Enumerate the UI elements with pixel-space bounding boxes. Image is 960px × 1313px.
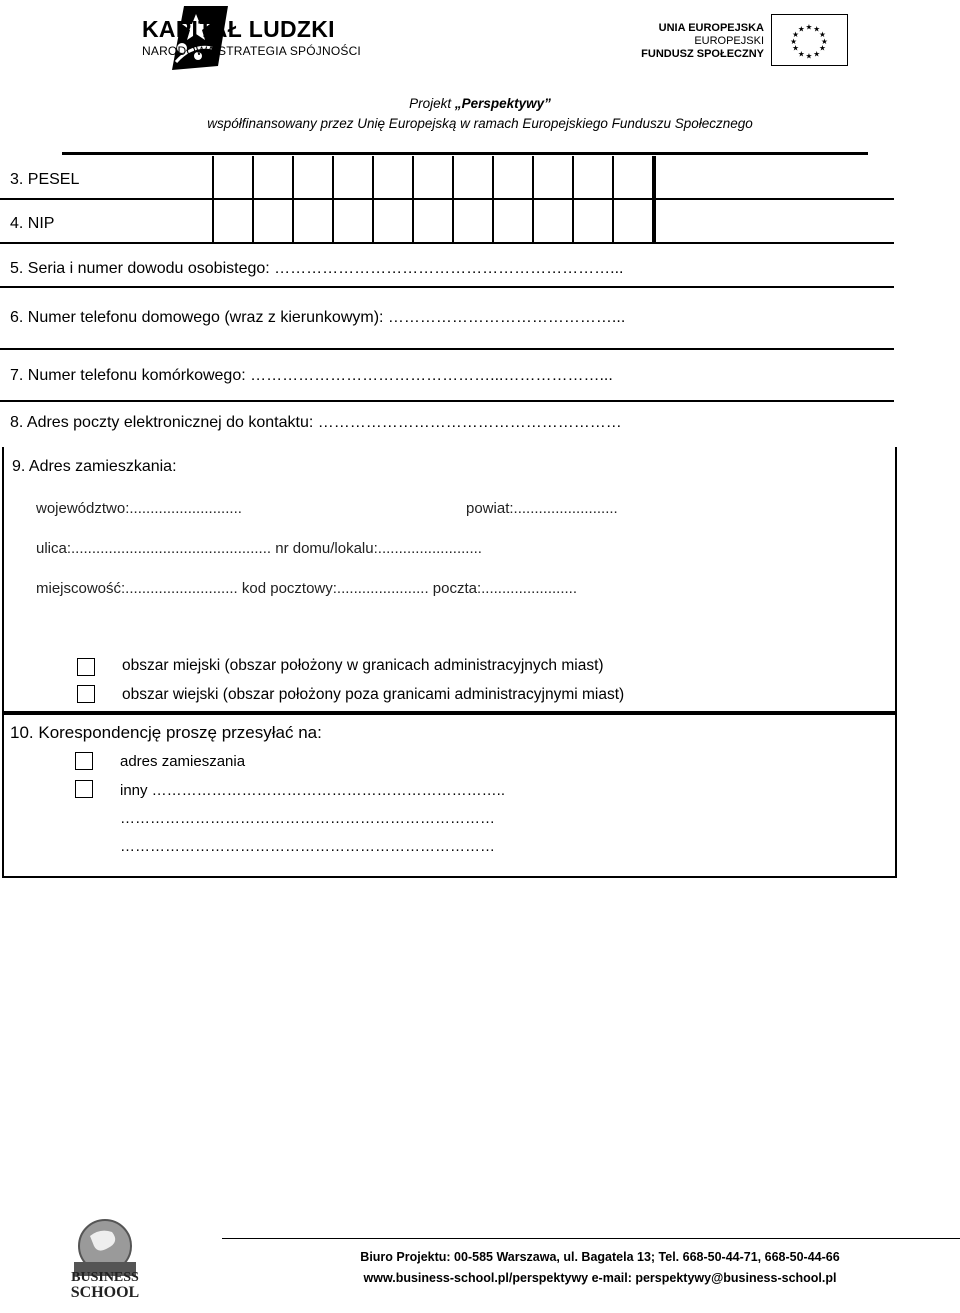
county-field[interactable]: powiat:......................... bbox=[466, 500, 618, 517]
nip-digit-cell[interactable] bbox=[492, 200, 532, 242]
id-label[interactable]: 5. Seria i numer dowodu osobistego: ………………………………………………………... bbox=[10, 260, 624, 277]
rural-checkbox[interactable] bbox=[77, 685, 95, 703]
svg-text:★: ★ bbox=[819, 30, 826, 40]
phone-row bbox=[0, 288, 894, 350]
project-title bbox=[0, 96, 960, 111]
pesel-digit-cell[interactable] bbox=[572, 156, 612, 198]
nip-digit-cell[interactable] bbox=[572, 200, 612, 242]
other-address-line3[interactable]: ………………………………………………………………… bbox=[120, 838, 495, 855]
pesel-digit-cell[interactable] bbox=[412, 156, 452, 198]
business-school-logo-text bbox=[66, 1270, 144, 1300]
home-address-checkbox[interactable] bbox=[75, 752, 93, 770]
mobile-label[interactable]: 7. Numer telefonu komórkowego: ………………………………………...………………... bbox=[10, 367, 613, 384]
svg-text:★: ★ bbox=[797, 24, 805, 34]
svg-text:★: ★ bbox=[813, 49, 821, 59]
kapital-ludzki-title: KAPITAŁ LUDZKI bbox=[142, 16, 335, 42]
svg-text:★: ★ bbox=[792, 43, 800, 53]
correspondence-title: 10. Korespondencję proszę przesyłać na: bbox=[10, 723, 322, 742]
pesel-digit-cell[interactable] bbox=[212, 156, 252, 198]
pesel-label: 3. PESEL bbox=[10, 171, 80, 188]
correspondence-section bbox=[2, 713, 897, 878]
project-name: „Perspektywy” bbox=[454, 96, 551, 111]
pesel-digit-cell[interactable] bbox=[332, 156, 372, 198]
voivodeship-field[interactable]: województwo:........................... bbox=[36, 500, 242, 517]
nip-digit-cell[interactable] bbox=[412, 200, 452, 242]
pesel-digit-cell[interactable] bbox=[372, 156, 412, 198]
urban-checkbox[interactable] bbox=[77, 658, 95, 676]
pesel-digit-cell[interactable] bbox=[612, 156, 652, 198]
eu-label bbox=[640, 22, 764, 61]
nip-label: 4. NIP bbox=[10, 215, 55, 232]
email-row bbox=[0, 402, 894, 447]
svg-text:★: ★ bbox=[819, 43, 826, 53]
pesel-digit-cell[interactable] bbox=[532, 156, 572, 198]
pesel-digit-cell[interactable] bbox=[252, 156, 292, 198]
cofinance-note: współfinansowany przez Unię Europejską w ramach Europejskiego Funduszu Społecznego bbox=[207, 116, 753, 131]
nip-row bbox=[0, 200, 894, 244]
nip-digit-grid[interactable] bbox=[212, 200, 656, 242]
svg-text:★: ★ bbox=[792, 30, 800, 40]
svg-text:★: ★ bbox=[820, 36, 828, 46]
eu-label-line1: UNIA EUROPEJSKA bbox=[658, 22, 764, 34]
nip-digit-cell[interactable] bbox=[252, 200, 292, 242]
rural-label: obszar wiejski (obszar położony poza granicami administracyjnymi miast) bbox=[122, 686, 625, 703]
pesel-row bbox=[0, 156, 894, 200]
other-address-field[interactable]: inny …………………………………………………………….. bbox=[120, 782, 506, 799]
pesel-digit-grid[interactable] bbox=[212, 156, 656, 198]
nip-digit-cell[interactable] bbox=[212, 200, 252, 242]
svg-text:★: ★ bbox=[790, 36, 798, 46]
footer-rule bbox=[222, 1238, 960, 1239]
nip-grid-end bbox=[652, 200, 656, 242]
nip-digit-cell[interactable] bbox=[292, 200, 332, 242]
logo-text-school: SCHOOL bbox=[70, 1284, 140, 1301]
pesel-digit-cell[interactable] bbox=[292, 156, 332, 198]
home-address-label: adres zamieszania bbox=[120, 753, 246, 770]
nip-digit-cell[interactable] bbox=[612, 200, 652, 242]
nip-digit-cell[interactable] bbox=[332, 200, 372, 242]
kapital-ludzki-subtitle: NARODOWA STRATEGIA SPÓJNOŚCI bbox=[142, 44, 361, 58]
nip-digit-cell[interactable] bbox=[532, 200, 572, 242]
nip-digit-cell[interactable] bbox=[372, 200, 412, 242]
eu-label-line2: EUROPEJSKI bbox=[694, 35, 764, 47]
email-label[interactable]: 8. Adres poczty elektronicznej do kontaktu: ………………………………………………… bbox=[10, 414, 622, 431]
other-address-checkbox[interactable] bbox=[75, 780, 93, 798]
city-field[interactable]: miejscowość:........................... kod pocztowy:...................... poczta:....................... bbox=[36, 580, 577, 597]
footer-contact: www.business-school.pl/perspektywy e-mail: perspektywy@business-school.pl bbox=[363, 1271, 837, 1285]
eu-label-line3: FUNDUSZ SPOŁECZNY bbox=[641, 48, 764, 60]
other-address-line2[interactable]: ………………………………………………………………… bbox=[120, 810, 495, 827]
urban-label: obszar miejski (obszar położony w granicach administracyjnych miast) bbox=[122, 657, 604, 674]
phone-label[interactable]: 6. Numer telefonu domowego (wraz z kierunkowym): ……………………………………... bbox=[10, 309, 626, 326]
pesel-digit-cell[interactable] bbox=[452, 156, 492, 198]
top-rule bbox=[62, 152, 868, 155]
mobile-row bbox=[0, 350, 894, 402]
svg-text:★: ★ bbox=[805, 22, 813, 32]
pesel-grid-end bbox=[652, 156, 656, 198]
footer-address: Biuro Projektu: 00-585 Warszawa, ul. Bagatela 13; Tel. 668-50-44-71, 668-50-44-66 bbox=[360, 1250, 840, 1264]
svg-text:★: ★ bbox=[797, 49, 805, 59]
project-prefix: Projekt bbox=[409, 96, 455, 111]
eu-flag-icon bbox=[771, 14, 848, 66]
nip-digit-cell[interactable] bbox=[452, 200, 492, 242]
address-title: 9. Adres zamieszkania: bbox=[12, 458, 177, 475]
svg-text:★: ★ bbox=[805, 51, 813, 61]
svg-text:★: ★ bbox=[813, 24, 821, 34]
street-field[interactable]: ulica:................................................ nr domu/lokalu:......................... bbox=[36, 540, 482, 557]
logo-text-business: BUSINESS bbox=[71, 1270, 139, 1285]
id-row bbox=[0, 244, 894, 288]
address-section bbox=[2, 447, 897, 713]
pesel-digit-cell[interactable] bbox=[492, 156, 532, 198]
